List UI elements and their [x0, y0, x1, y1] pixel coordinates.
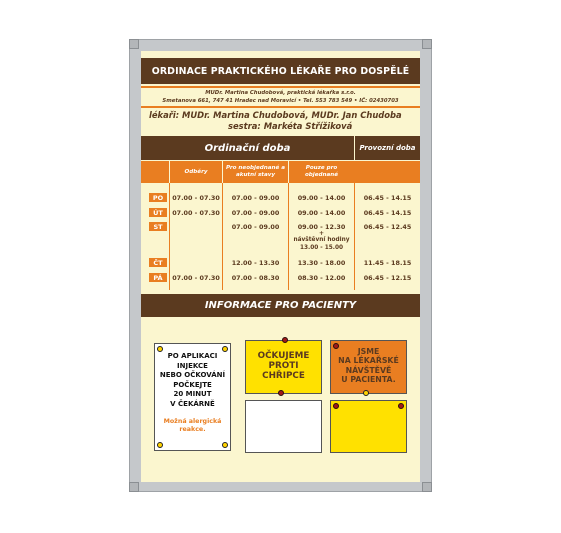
table-cell: 09.00 - 12.30 — [297, 223, 346, 231]
note-visit — [330, 340, 407, 394]
table-cell: 07.00 - 09.00 — [231, 223, 280, 231]
table-cell: 06.45 - 14.15 — [363, 194, 412, 202]
frame-corner — [422, 39, 432, 49]
page-title: ORDINACE PRAKTICKÉHO LÉKAŘE PRO DOSPĚLÉ — [141, 58, 420, 84]
note-line: OČKUJEME — [257, 351, 310, 361]
table-cell: 07.00 - 09.00 — [231, 194, 280, 202]
magnet-icon — [333, 343, 339, 349]
table-cell: 07.00 - 07.30 — [172, 209, 220, 217]
day-label: PÁ — [149, 273, 167, 282]
column-header-odbery: Odběry — [170, 161, 222, 183]
table-cell: 11.45 - 18.15 — [363, 259, 412, 267]
note-line: NA LÉKAŘSKÉ — [338, 356, 399, 366]
note-blank — [245, 400, 322, 453]
note-line: U PACIENTA. — [341, 374, 396, 384]
table-cell: 07.00 - 09.00 — [231, 209, 280, 217]
magnet-icon — [398, 403, 404, 409]
table-cell: 13.30 - 18.00 — [297, 259, 346, 267]
table-cell: 08.30 - 12.00 — [297, 274, 346, 282]
magnet-icon — [222, 442, 228, 448]
divider — [141, 106, 420, 108]
frame-corner — [129, 482, 139, 492]
note-blank-yellow — [330, 400, 407, 453]
table-cell: 07.00 - 08.30 — [231, 274, 280, 282]
note-line: POČKEJTE — [173, 380, 212, 389]
day-label: ÚT — [149, 208, 167, 217]
table-cell-plus: + — [318, 230, 325, 237]
note-flu — [245, 340, 322, 394]
note-vaccination-text — [155, 352, 230, 409]
note-line: Možná alergická — [163, 418, 222, 425]
table-cell: 09.00 - 14.00 — [297, 194, 346, 202]
table-cell: 06.45 - 12.45 — [363, 223, 412, 231]
company-name: MUDr. Martina Chudobová, praktická lékařka s.r.o. — [205, 90, 356, 96]
note-visit-text — [331, 347, 406, 384]
table-cell: 07.00 - 07.30 — [172, 194, 220, 202]
column-header-neobjednane: Pro neobjednané a akutní stavy — [223, 161, 288, 183]
nurse-line: sestra: Markéta Střížiková — [228, 121, 353, 131]
day-label: ČT — [149, 258, 167, 267]
table-cell: 07.00 - 07.30 — [172, 274, 220, 282]
magnet-icon — [222, 346, 228, 352]
note-line: CHŘIPCE — [262, 371, 305, 381]
column-header-objednane: Pouze pro objednané — [289, 161, 354, 183]
divider — [141, 86, 420, 88]
table-cell-note: návštěvní hodiny — [293, 237, 350, 243]
note-line: INJEKCE — [177, 361, 208, 370]
notice-board — [141, 51, 420, 482]
magnet-icon — [363, 390, 369, 396]
table-cell: 06.45 - 12.15 — [363, 274, 412, 282]
column-header-day — [141, 161, 169, 183]
company-address: Smetanova 661, 747 41 Hradec nad Moravicí • Tel. 553 783 549 • IČ: 02430703 — [162, 98, 399, 104]
frame-corner — [422, 482, 432, 492]
note-line: reakce. — [179, 426, 206, 433]
column-header-provoz — [355, 161, 420, 183]
doctors-line: lékaři: MUDr. Martina Chudobová, MUDr. Jan Chudoba — [149, 110, 402, 120]
info-title: INFORMACE PRO PACIENTY — [141, 294, 420, 317]
note-line: NÁVŠTĚVĚ — [345, 365, 392, 375]
note-warning-text — [155, 418, 230, 434]
note-line: JSME — [357, 347, 380, 356]
note-line: 20 MINUT — [173, 390, 212, 398]
note-line: V ČEKÁRNĚ — [170, 399, 215, 408]
frame-corner — [129, 39, 139, 49]
magnet-icon — [157, 346, 163, 352]
note-line: PROTI — [268, 361, 299, 371]
magnet-icon — [278, 390, 284, 396]
day-label: PO — [149, 193, 167, 202]
table-cell: 09.00 - 14.00 — [297, 209, 346, 217]
day-label: ST — [149, 222, 167, 231]
note-vaccination — [154, 343, 231, 451]
note-line: NEBO OČKOVÁNÍ — [159, 371, 226, 379]
magnet-icon — [333, 403, 339, 409]
note-line: PO APLIKACI — [167, 352, 218, 360]
note-flu-text — [246, 351, 321, 381]
table-cell: 06.45 - 14.15 — [363, 209, 412, 217]
table-cell: 12.00 - 13.30 — [231, 259, 280, 267]
schedule-title: Ordinační doba — [141, 136, 354, 160]
open-hours-title: Provozní doba — [355, 136, 420, 160]
table-cell-note: 13.00 - 15.00 — [299, 245, 344, 251]
magnet-icon — [157, 442, 163, 448]
magnet-icon — [282, 337, 288, 343]
